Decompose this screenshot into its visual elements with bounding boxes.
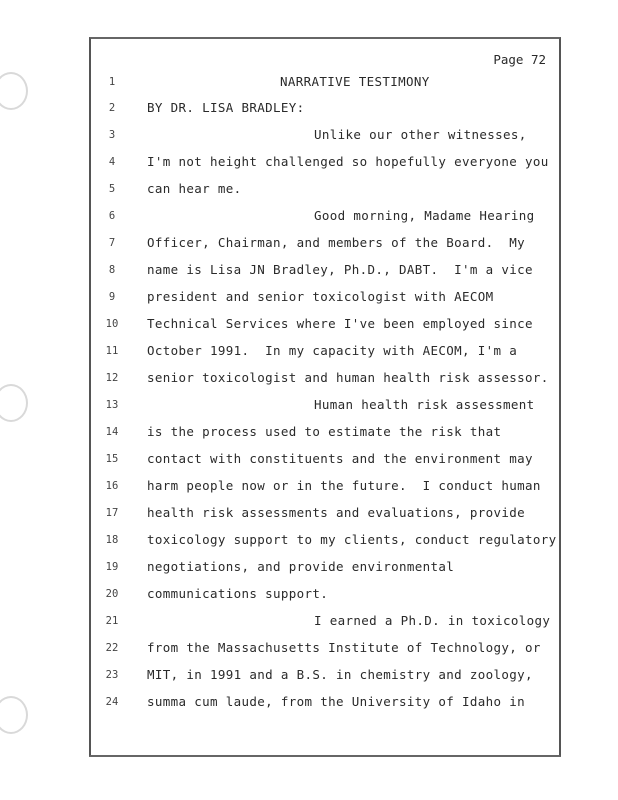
line-number: 13 [105,399,119,411]
transcript-line: is the process used to estimate the risk that [147,424,502,439]
transcript-line: Human health risk assessment [314,397,535,412]
transcript-line: president and senior toxicologist with AECOM [147,289,494,304]
line-number: 7 [108,237,116,249]
transcript-line: I'm not height challenged so hopefully everyone you [147,154,549,169]
line-number: 11 [105,345,119,357]
transcript-line: toxicology support to my clients, conduct regulatory [147,532,557,547]
line-number: 3 [108,129,116,141]
transcript-line: communications support. [147,586,329,601]
transcript-line: health risk assessments and evaluations, provide [147,505,526,520]
transcript-line: summa cum laude, from the University of Idaho in [147,694,526,709]
line-number: 22 [105,642,119,654]
line-number: 16 [105,480,119,492]
transcript-line: October 1991. In my capacity with AECOM, I'm a [147,343,518,358]
page-bottom-rule [89,756,561,757]
binder-hole-bottom [0,696,28,734]
line-number: 15 [105,453,119,465]
transcript-line: from the Massachusetts Institute of Technology, or [147,640,541,655]
line-number: 2 [108,102,116,114]
line-number: 19 [105,561,119,573]
transcript-line: MIT, in 1991 and a B.S. in chemistry and zoology, [147,667,533,682]
line-number: 4 [108,156,116,168]
transcript-line: Officer, Chairman, and members of the Board. My [147,235,526,250]
speaker-line: BY DR. LISA BRADLEY: [147,100,305,115]
transcript-line: senior toxicologist and human health risk assessor. [147,370,549,385]
line-number: 1 [108,76,116,88]
line-number: 8 [108,264,116,276]
line-number: 23 [105,669,119,681]
line-number: 24 [105,696,119,708]
page-number: Page 72 [493,52,546,67]
transcript-line: Unlike our other witnesses, [314,127,527,142]
section-heading: NARRATIVE TESTIMONY [280,74,430,89]
transcript-line: Good morning, Madame Hearing [314,208,535,223]
binder-hole-top [0,72,28,110]
transcript-line: name is Lisa JN Bradley, Ph.D., DABT. I'm a vice [147,262,533,277]
transcript-line: Technical Services where I've been employed since [147,316,533,331]
transcript-line: can hear me. [147,181,242,196]
line-number: 12 [105,372,119,384]
line-number: 6 [108,210,116,222]
transcript-line: harm people now or in the future. I conduct human [147,478,541,493]
line-number: 14 [105,426,119,438]
line-number: 18 [105,534,119,546]
line-number: 17 [105,507,119,519]
line-number: 21 [105,615,119,627]
line-number: 5 [108,183,116,195]
transcript-line: negotiations, and provide environmental [147,559,455,574]
line-number: 10 [105,318,119,330]
line-number: 20 [105,588,119,600]
transcript-line: I earned a Ph.D. in toxicology [314,613,551,628]
line-number: 9 [108,291,116,303]
transcript-line: contact with constituents and the environment may [147,451,533,466]
binder-hole-middle [0,384,28,422]
